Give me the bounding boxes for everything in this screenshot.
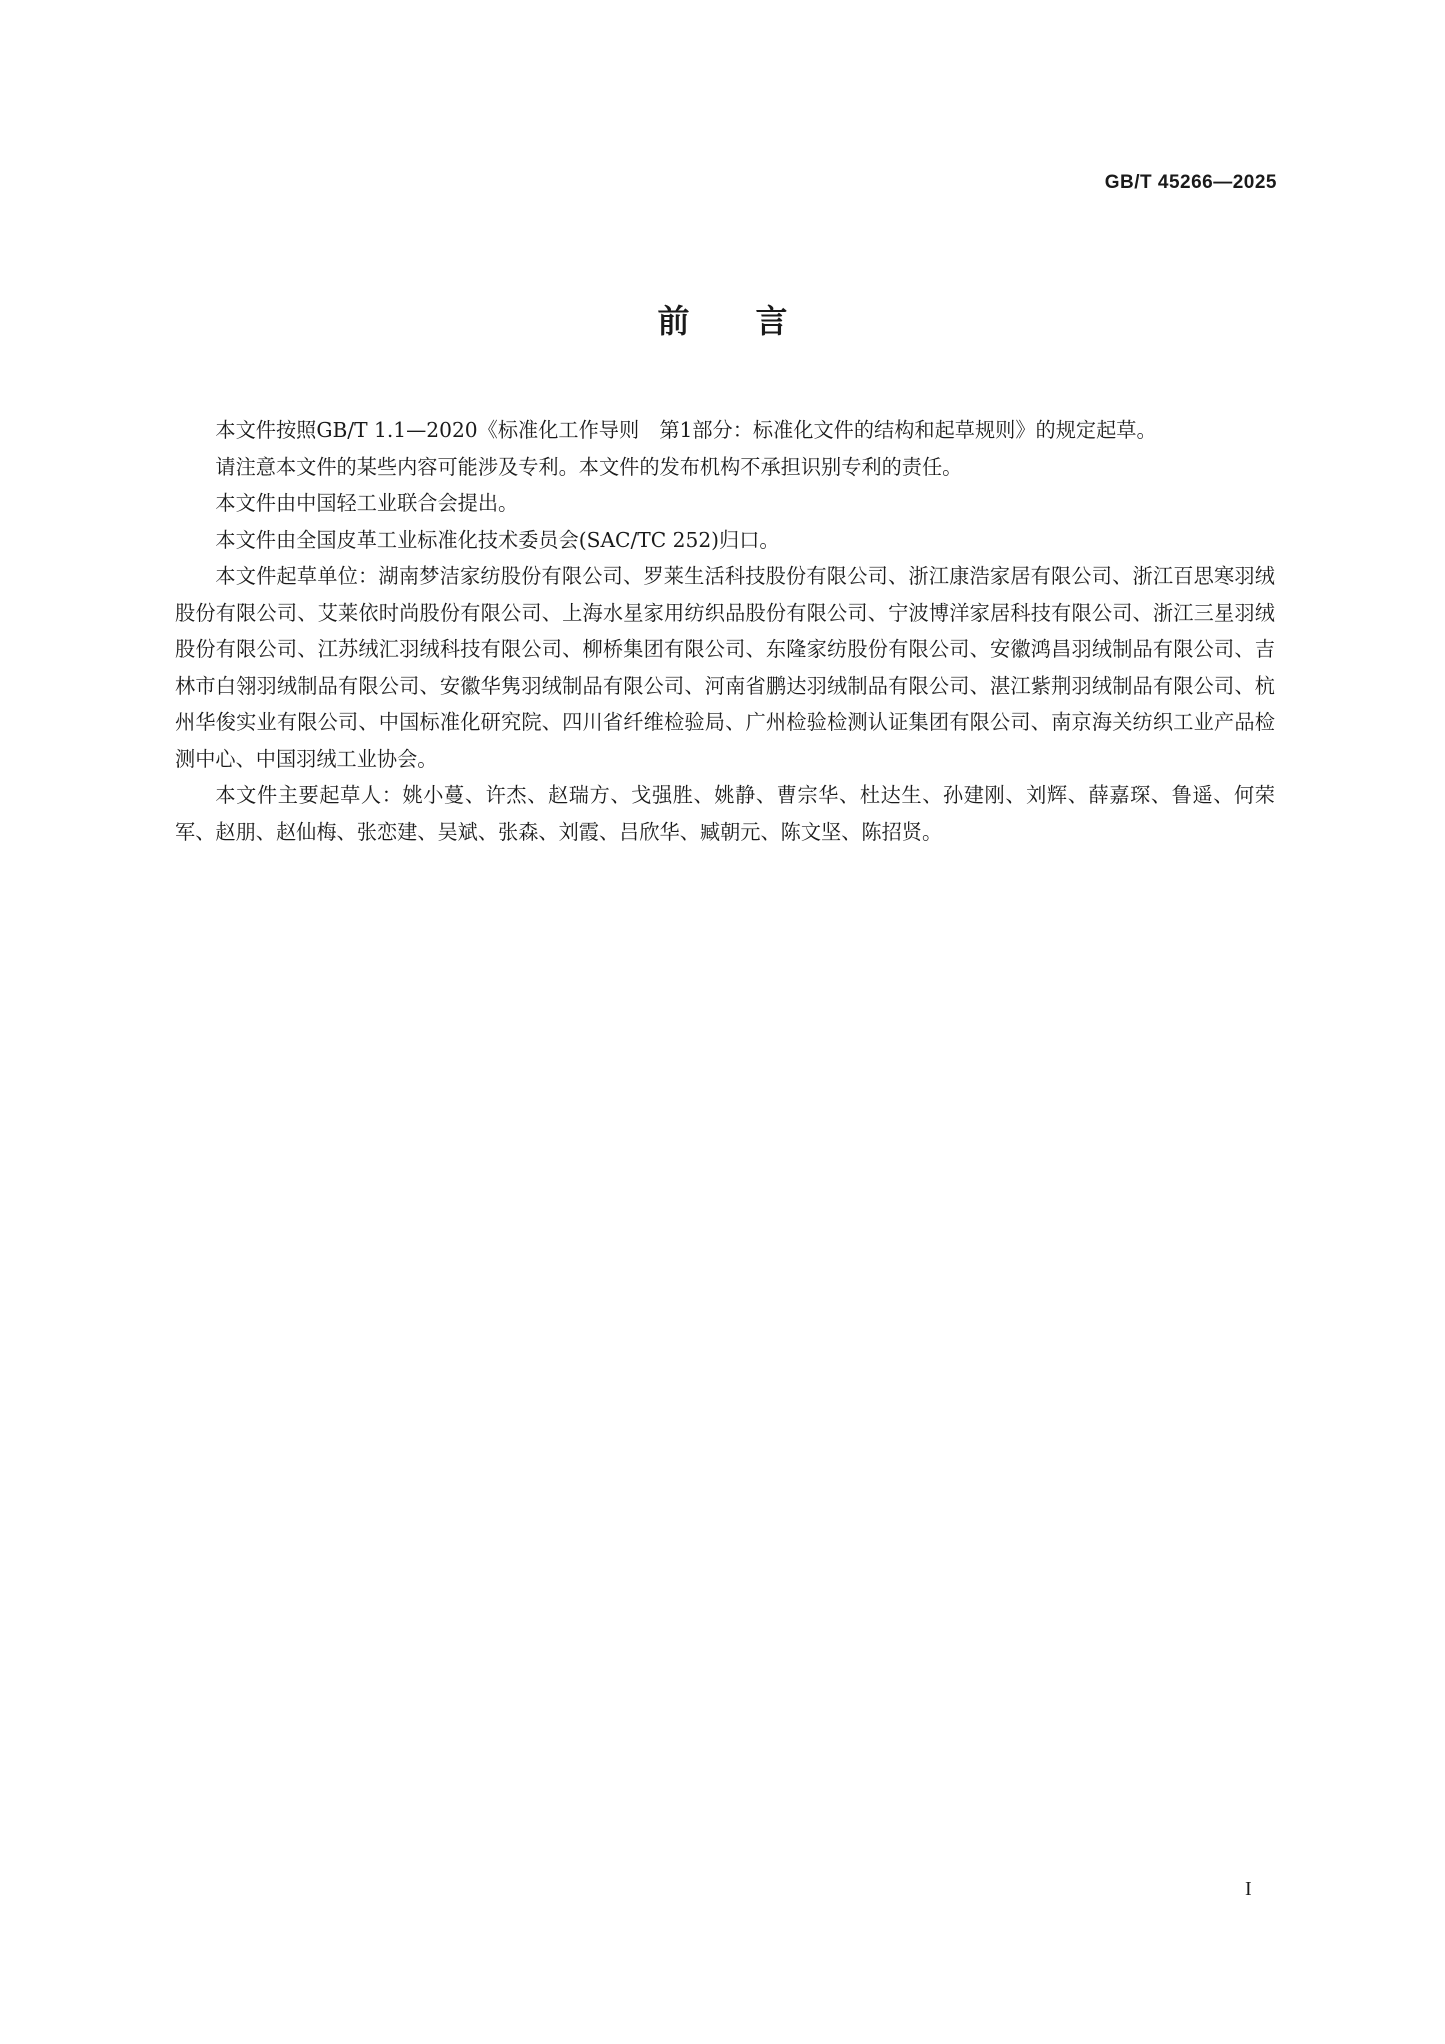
title-char-1: 前 <box>657 302 690 340</box>
paragraph-drafting-units: 本文件起草单位：湖南梦洁家纺股份有限公司、罗莱生活科技股份有限公司、浙江康浩家居有限公司、浙江百思寒羽绒股份有限公司、艾莱依时尚股份有限公司、上海水星家用纺织品股份有限公司、宁波博洋家居科技有限公司、浙江三星羽绒股份有限公司、江苏绒汇羽绒科技有限公司、柳桥集团有限公司、东隆家纺股份有限公司、安徽鸿昌羽绒制品有限公司、吉林市白翎羽绒制品有限公司、安徽华隽羽绒制品有限公司、河南省鹏达羽绒制品有限公司、湛江紫荆羽绒制品有限公司、杭州华俊实业有限公司、中国标准化研究院、四川省纤维检验局、广州检验检测认证集团有限公司、南京海关纺织工业产品检测中心、中国羽绒工业协会。 <box>175 564 1275 771</box>
paragraph-drafting-rules: 本文件按照GB/T 1.1—2020《标准化工作导则 第1部分：标准化文件的结构和起草规则》的规定起草。 <box>215 418 1157 442</box>
title-char-2: 言 <box>755 302 788 340</box>
paragraph-proposer: 本文件由中国轻工业联合会提出。 <box>215 491 519 515</box>
standard-code: GB/T 45266—2025 <box>1104 172 1277 193</box>
paragraph-drafters: 本文件主要起草人：姚小蔓、许杰、赵瑞方、戈强胜、姚静、曹宗华、杜达生、孙建刚、刘辉、薛嘉琛、鲁遥、何荣军、赵朋、赵仙梅、张恋建、吴斌、张森、刘霞、吕欣华、臧朝元、陈文坚、陈招贤。 <box>175 783 1275 844</box>
foreword-body <box>175 412 1275 850</box>
paragraph-technical-committee: 本文件由全国皮革工业标准化技术委员会(SAC/TC 252)归口。 <box>215 527 780 552</box>
page-title <box>0 296 1445 342</box>
page-number: I <box>1245 1878 1252 1900</box>
paragraph-patent-notice: 请注意本文件的某些内容可能涉及专利。本文件的发布机构不承担识别专利的责任。 <box>215 454 963 479</box>
